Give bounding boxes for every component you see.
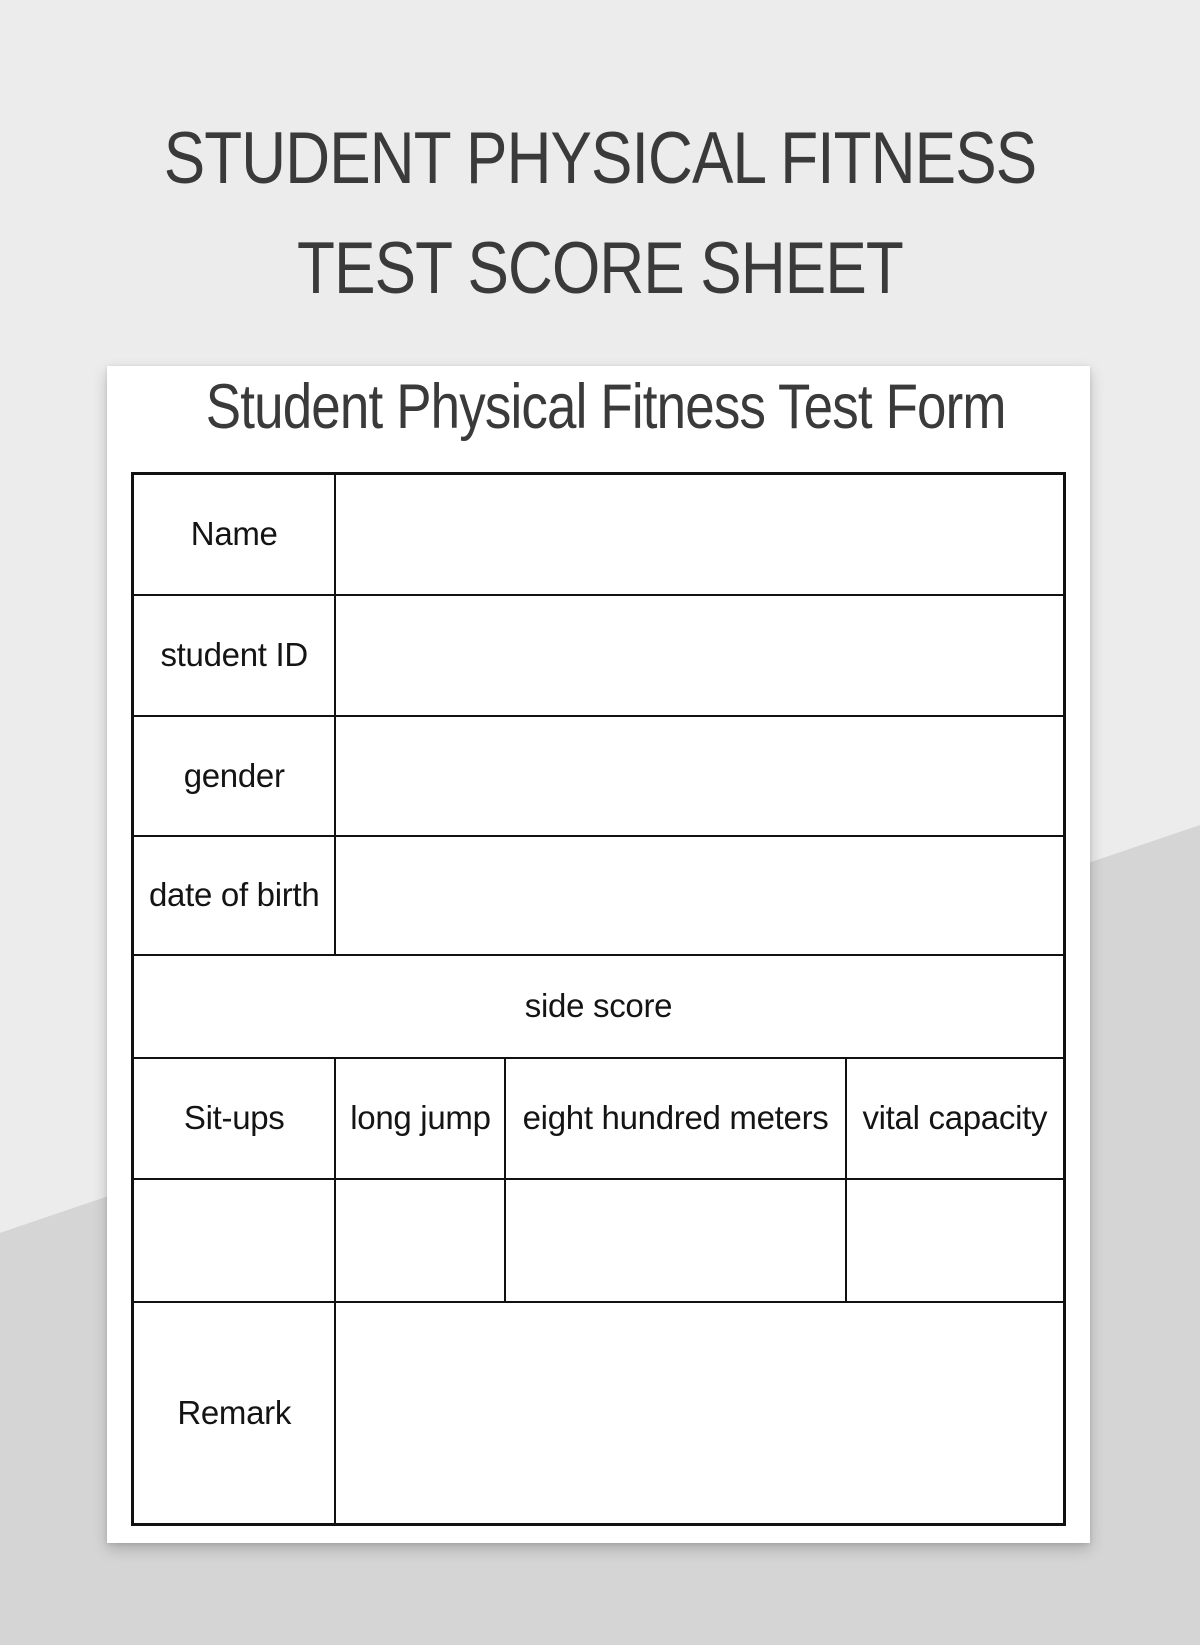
table-row-score-values — [133, 1179, 1065, 1302]
eight-hundred-meters-column-header: eight hundred meters — [505, 1058, 845, 1179]
gender-value-cell[interactable] — [335, 716, 1064, 836]
side-score-header-cell: side score — [133, 955, 1065, 1058]
table-row-name — [133, 474, 1065, 595]
remark-label-cell: Remark — [133, 1302, 336, 1525]
table-row-score-columns — [133, 1058, 1065, 1179]
table-row-gender — [133, 716, 1065, 836]
vital-capacity-column-header: vital capacity — [846, 1058, 1065, 1179]
student-id-value-cell[interactable] — [335, 595, 1064, 716]
table-row-student-id — [133, 595, 1065, 716]
long-jump-column-header: long jump — [335, 1058, 505, 1179]
remark-value-cell[interactable] — [335, 1302, 1064, 1525]
form-card — [107, 366, 1090, 1543]
gender-label-cell: gender — [133, 716, 336, 836]
student-id-label-cell: student ID — [133, 595, 336, 716]
fitness-test-table — [131, 472, 1066, 1526]
date-of-birth-value-cell[interactable] — [335, 836, 1064, 955]
situps-value-cell[interactable] — [133, 1179, 336, 1302]
name-label-cell: Name — [133, 474, 336, 595]
page-title-line1: STUDENT PHYSICAL FITNESS — [163, 118, 1037, 199]
page-title — [0, 104, 1200, 324]
long-jump-value-cell[interactable] — [335, 1179, 505, 1302]
date-of-birth-label-cell: date of birth — [133, 836, 336, 955]
form-card-heading: Student Physical Fitness Test Form — [205, 372, 1006, 442]
table-row-side-score — [133, 955, 1065, 1058]
table-row-date-of-birth — [133, 836, 1065, 955]
table-row-remark — [133, 1302, 1065, 1525]
vital-capacity-value-cell[interactable] — [846, 1179, 1065, 1302]
name-value-cell[interactable] — [335, 474, 1064, 595]
eight-hundred-meters-value-cell[interactable] — [505, 1179, 845, 1302]
page-title-line2: TEST SCORE SHEET — [297, 228, 903, 309]
situps-column-header: Sit-ups — [133, 1058, 336, 1179]
